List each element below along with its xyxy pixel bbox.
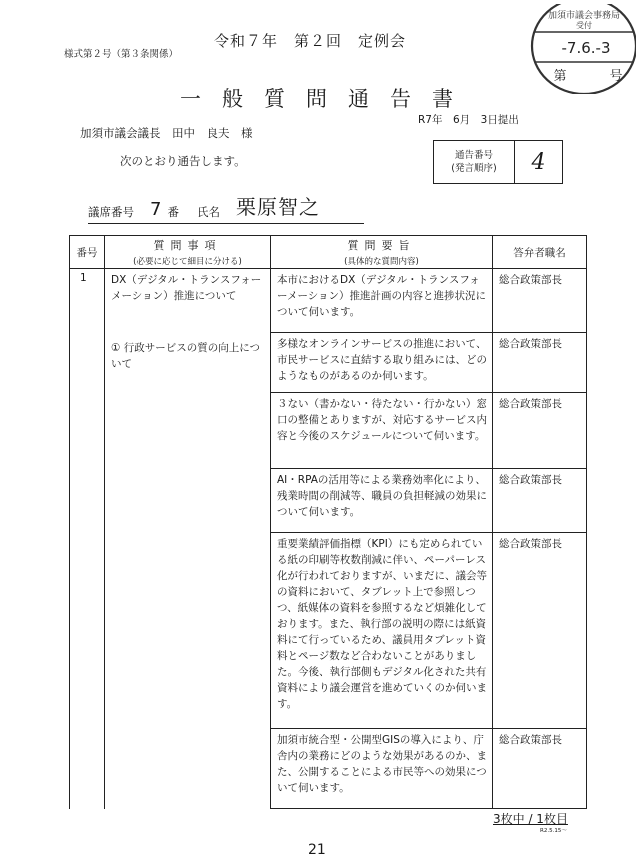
gist-cell: ３ない（書かない・待たない・行かない）窓口の整備とありますが、対応するサービス内容と今後のスケジュールについて伺います。	[271, 393, 493, 469]
col-gist-title: 質問要旨	[347, 239, 416, 252]
seat-number: 7	[150, 199, 162, 220]
name-label: 氏名	[196, 205, 220, 219]
page-title: 一般質問通告書	[180, 87, 474, 111]
member-line	[88, 196, 364, 224]
question-item	[105, 269, 271, 809]
notice-number-label	[434, 141, 515, 183]
page-number: 21	[308, 842, 326, 858]
stamp-number-prefix: 第	[553, 69, 567, 84]
revision-note: R2.5.15〜	[540, 828, 567, 834]
seat-suffix: 番	[167, 205, 179, 219]
responder-cell: 総合政策部長	[493, 729, 587, 809]
addressee: 加須市議会議長 田中 良夫 様	[80, 126, 253, 140]
sub-item: ① 行政サービスの質の向上について	[111, 342, 261, 370]
question-table	[69, 235, 587, 809]
submitted-date: R7年 6月 3日提出	[418, 114, 519, 126]
col-item	[105, 236, 271, 269]
col-item-title: 質問事項	[153, 239, 222, 252]
gist-cell: 多様なオンラインサービスの推進において、市民サービスに直結する取り組みには、どのようなものがあるのか伺います。	[271, 333, 493, 393]
gist-cell: 加須市統合型・公開型GISの導入により、庁舎内の業務にどのような効果があるのか、また、公開することによる市民等への効果について伺います。	[271, 729, 493, 809]
gist-cell: AI・RPAの活用等による業務効率化により、残業時間の削減等、職員の負担軽減の効果について伺います。	[271, 469, 493, 533]
notice-number-box	[433, 140, 563, 184]
responder-cell: 総合政策部長	[493, 333, 587, 393]
form-number: 様式第２号（第３条関係）	[64, 49, 179, 60]
table-header	[70, 236, 587, 269]
table-row	[70, 269, 587, 333]
col-gist-note: (具体的な質問内容)	[344, 257, 419, 267]
notice-number-label-main: 通告番号	[454, 150, 493, 161]
stamp-office: 加須市議会事務局	[547, 11, 621, 21]
member-name: 栗原智之	[235, 195, 320, 219]
col-number: 番号	[70, 236, 105, 269]
session-title: 令和７年 第２回 定例会	[214, 32, 407, 50]
gist-cell: 本市におけるDX（デジタル・トランスフォーメーション）推進計画の内容と進捗状況について伺います。	[271, 269, 493, 333]
notice-number-value: 4	[531, 149, 546, 175]
col-responder: 答弁者職名	[493, 236, 587, 269]
notice-text: 次のとおり通告します。	[120, 154, 246, 168]
responder-cell: 総合政策部長	[493, 469, 587, 533]
stamp-date: -7.6.-3	[561, 39, 611, 57]
row-number: 1	[70, 269, 105, 809]
seat-label: 議席番号	[88, 205, 134, 219]
col-gist	[271, 236, 493, 269]
reception-stamp	[520, 4, 636, 94]
stamp-received: 受付	[576, 21, 592, 30]
responder-cell: 総合政策部長	[493, 533, 587, 729]
sheet-pager: 3枚中 / 1枚目	[493, 812, 568, 826]
responder-cell: 総合政策部長	[493, 393, 587, 469]
main-item: DX（デジタル・トランスフォーメーション）推進について	[111, 274, 262, 302]
gist-cell: 重要業績評価指標（KPI）にも定められている紙の印刷等枚数削減に伴い、ペーパーレス化が行われておりますが、いまだに、議会等の資料において、タブレット上で参照しつつ、紙媒体の資料を参照するなど煩雑化しております。また、執行部の説明の際には紙資料にて行っているため、議員用タブレット資料とページ数など合わないことがありました。今後、執行部側もデジタル化された共有資料により議会運営を進めていくのか伺います。	[271, 533, 493, 729]
col-item-note: (必要に応じて細目に分ける)	[133, 257, 242, 267]
stamp-number-suffix: 号	[609, 69, 623, 84]
notice-number-label-sub: (発言順序)	[451, 163, 497, 174]
responder-cell: 総合政策部長	[493, 269, 587, 333]
